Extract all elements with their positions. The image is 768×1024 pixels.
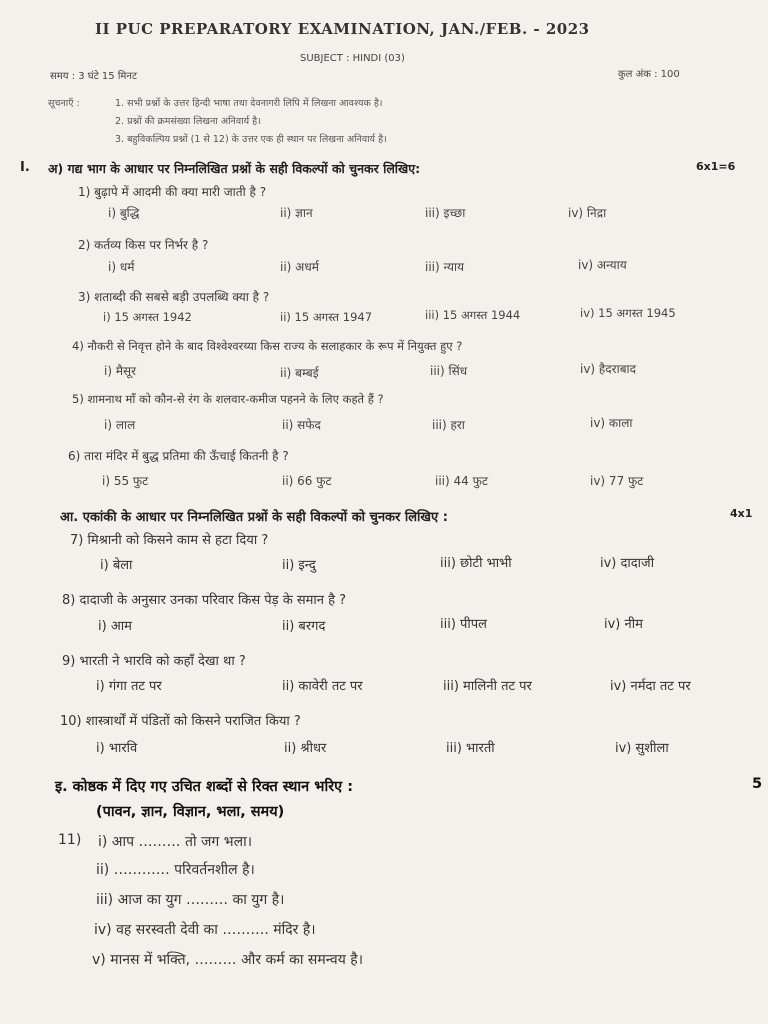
time-label: समय : 3 घंटे 15 मिनट bbox=[50, 71, 137, 82]
option: ii) इन्दु bbox=[282, 558, 316, 573]
option: ii) श्रीधर bbox=[284, 741, 327, 756]
option: i) बेला bbox=[100, 558, 133, 573]
question-number: 11) bbox=[58, 832, 82, 848]
question-text: 10) शास्त्रार्थों में पंडितों को किसने पराजित किया ? bbox=[60, 714, 301, 729]
option: i) 55 फुट bbox=[102, 474, 149, 488]
option: ii) बरगद bbox=[282, 619, 326, 634]
option: ii) कावेरी तट पर bbox=[282, 679, 363, 694]
option: iv) काला bbox=[590, 416, 633, 430]
fill-blank-item: ii) ………… परिवर्तनशील है। bbox=[96, 862, 255, 878]
question-text: 8) दादाजी के अनुसार उनका परिवार किस पेड़ के समान है ? bbox=[62, 593, 347, 608]
exam-title: II PUC PREPARATORY EXAMINATION, JAN./FEB. - 2023 bbox=[95, 20, 590, 38]
option: i) मैसूर bbox=[104, 364, 137, 378]
section-aa-marks: 4x1 bbox=[730, 507, 753, 520]
option: iv) सुशीला bbox=[615, 741, 669, 756]
question-text: 1) बुढ़ापे में आदमी की क्या मारी जाती है ? bbox=[78, 185, 267, 199]
section-a-heading: अ) गद्य भाग के आधार पर निम्नलिखित प्रश्नों के सही विकल्पों को चुनकर लिखिए: bbox=[48, 161, 421, 176]
section-number: I. bbox=[20, 160, 30, 175]
option: iv) 15 अगस्त 1945 bbox=[580, 306, 676, 320]
question-text: 3) शताब्दी की सबसे बड़ी उपलब्धि क्या है ? bbox=[78, 290, 270, 304]
option: iv) नर्मदा तट पर bbox=[610, 679, 691, 694]
option: iii) 15 अगस्त 1944 bbox=[425, 308, 521, 322]
section-a-marks: 6x1=6 bbox=[696, 160, 736, 173]
section-aa-heading: आ. एकांकी के आधार पर निम्नलिखित प्रश्नों के सही विकल्पों को चुनकर लिखिए : bbox=[60, 510, 448, 525]
question-text: 6) तारा मंदिर में बुद्ध प्रतिमा की ऊँचाई कितनी है ? bbox=[68, 449, 289, 463]
option: iii) भारती bbox=[446, 741, 495, 756]
option: iv) दादाजी bbox=[600, 556, 655, 571]
option: ii) सफेद bbox=[282, 418, 321, 432]
option: iii) मालिनी तट पर bbox=[443, 679, 532, 694]
option: i) भारवि bbox=[96, 741, 138, 756]
option: i) गंगा तट पर bbox=[96, 679, 162, 694]
fill-blank-item: i) आप ……… तो जग भला। bbox=[98, 834, 253, 850]
question-text: 7) मिश्रानी को किसने काम से हटा दिया ? bbox=[70, 533, 269, 548]
option: iii) न्याय bbox=[425, 260, 465, 274]
section-i-heading: इ. कोष्ठक में दिए गए उचित शब्दों से रिक्त स्थान भरिए : bbox=[55, 779, 354, 795]
option: iii) 44 फुट bbox=[435, 474, 488, 488]
instruction-item: 3. बहुविकल्पिय प्रश्नों (1 से 12) के उत्तर एक ही स्थान पर लिखना अनिवार्य है। bbox=[115, 134, 387, 145]
option: ii) 15 अगस्त 1947 bbox=[280, 310, 373, 324]
option: iv) हैदराबाद bbox=[580, 362, 637, 376]
option: i) बुद्धि bbox=[108, 206, 140, 220]
option: iv) निद्रा bbox=[568, 206, 607, 220]
total-marks: कुल अंक : 100 bbox=[618, 69, 680, 80]
instruction-item: 1. सभी प्रश्नों के उत्तर हिन्दी भाषा तथा देवनागरी लिपि में लिखना आवश्यक है। bbox=[115, 98, 383, 109]
option: ii) अधर्म bbox=[280, 260, 319, 274]
question-text: 2) कर्तव्य किस पर निर्भर है ? bbox=[78, 238, 209, 252]
option: iii) हरा bbox=[432, 418, 465, 432]
option: i) धर्म bbox=[108, 260, 135, 274]
option: iii) सिंध bbox=[430, 364, 468, 378]
instructions-label: सूचनाएँ : bbox=[48, 98, 80, 109]
option: iv) 77 फुट bbox=[590, 474, 644, 488]
option: i) आम bbox=[98, 619, 132, 634]
option: i) लाल bbox=[104, 418, 136, 432]
option: ii) बम्बई bbox=[280, 366, 319, 380]
option: iv) अन्याय bbox=[578, 258, 627, 272]
subject-label: SUBJECT : HINDI (03) bbox=[300, 53, 405, 64]
option: ii) ज्ञान bbox=[280, 206, 313, 220]
option: iii) छोटी भाभी bbox=[440, 556, 512, 571]
question-text: 5) शामनाथ माँ को कौन-से रंग के शलवार-कमीज पहनने के लिए कहते हैं ? bbox=[72, 392, 384, 406]
option: iii) पीपल bbox=[440, 617, 487, 632]
fill-blank-item: v) मानस में भक्ति, ……… और कर्म का समन्वय है। bbox=[92, 952, 364, 968]
word-bank: (पावन, ज्ञान, विज्ञान, भला, समय) bbox=[96, 804, 285, 820]
section-i-marks: 5 bbox=[752, 776, 763, 792]
option: i) 15 अगस्त 1942 bbox=[103, 310, 192, 324]
question-text: 4) नौकरी से निवृत्त होने के बाद विश्वेश्वरय्या किस राज्य के सलाहकार के रूप में नियुक्त हुए ? bbox=[72, 339, 463, 353]
option: iii) इच्छा bbox=[425, 206, 466, 220]
instruction-item: 2. प्रश्नों की क्रमसंख्या लिखना अनिवार्य है। bbox=[115, 116, 261, 127]
question-text: 9) भारती ने भारवि को कहाँ देखा था ? bbox=[62, 654, 246, 669]
option: ii) 66 फुट bbox=[282, 474, 332, 488]
fill-blank-item: iii) आज का युग ……… का युग है। bbox=[96, 892, 285, 908]
option: iv) नीम bbox=[604, 617, 643, 632]
fill-blank-item: iv) वह सरस्वती देवी का ………. मंदिर है। bbox=[94, 922, 316, 938]
